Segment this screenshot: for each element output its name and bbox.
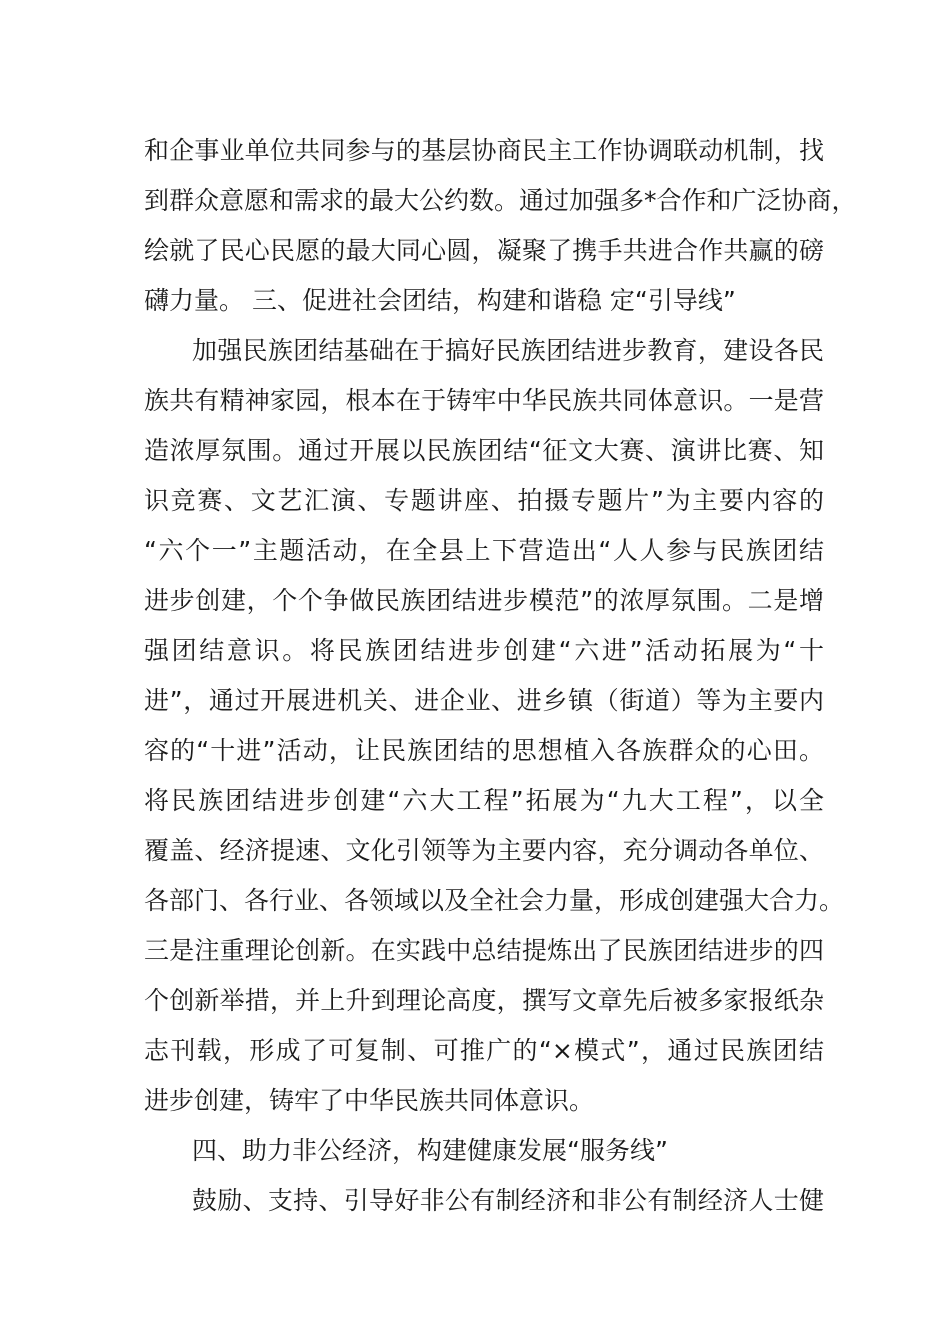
paragraph-line: 识竞赛、文艺汇演、专题讲座、拍摄专题片”为主要内容的 xyxy=(144,486,824,515)
paragraph-line: 和企事业单位共同参与的基层协商民主工作协调联动机制，找 xyxy=(144,136,824,165)
paragraph-line: 个创新举措，并上升到理论高度，撰写文章先后被多家报纸杂 xyxy=(144,986,824,1015)
paragraph-line: 族共有精神家园，根本在于铸牢中华民族共同体意识。一是营 xyxy=(144,386,824,415)
paragraph-line: 鼓励、支持、引导好非公有制经济和非公有制经济人士健 xyxy=(192,1186,824,1215)
paragraph-line: 到群众意愿和需求的最大公约数。通过加强多*合作和广泛协商， xyxy=(144,186,857,215)
paragraph-line: 加强民族团结基础在于搞好民族团结进步教育，建设各民 xyxy=(192,336,824,365)
section-heading: 四、助力非公经济，构建健康发展“服务线” xyxy=(192,1136,668,1165)
paragraph-line: 进”，通过开展进机关、进企业、进乡镇（街道）等为主要内 xyxy=(144,686,824,715)
paragraph-line: 强团结意识。将民族团结进步创建“六进”活动拓展为“十 xyxy=(144,636,824,665)
paragraph-line: 志刊载，形成了可复制、可推广的“×模式”，通过民族团结 xyxy=(144,1036,824,1065)
paragraph-line: 将民族团结进步创建“六大工程”拓展为“九大工程”，以全 xyxy=(144,786,824,815)
paragraph-line: 进步创建，个个争做民族团结进步模范”的浓厚氛围。二是增 xyxy=(144,586,824,615)
paragraph-line: 覆盖、经济提速、文化引领等为主要内容，充分调动各单位、 xyxy=(144,836,824,865)
paragraph-line: 三是注重理论创新。在实践中总结提炼出了民族团结进步的四 xyxy=(144,936,824,965)
paragraph-line: “六个一”主题活动，在全县上下营造出“人人参与民族团结 xyxy=(144,536,824,565)
paragraph-line: 造浓厚氛围。通过开展以民族团结“征文大赛、演讲比赛、知 xyxy=(144,436,824,465)
paragraph-line: 各部门、各行业、各领域以及全社会力量，形成创建强大合力。 xyxy=(144,886,845,915)
paragraph-line: 礴力量。 三、促进社会团结，构建和谐稳 定“引导线” xyxy=(144,286,736,315)
paragraph-line: 绘就了民心民愿的最大同心圆，凝聚了携手共进合作共赢的磅 xyxy=(144,236,824,265)
paragraph-line: 进步创建，铸牢了中华民族共同体意识。 xyxy=(144,1086,595,1115)
paragraph-line: 容的“十进”活动，让民族团结的思想植入各族群众的心田。 xyxy=(144,736,824,765)
